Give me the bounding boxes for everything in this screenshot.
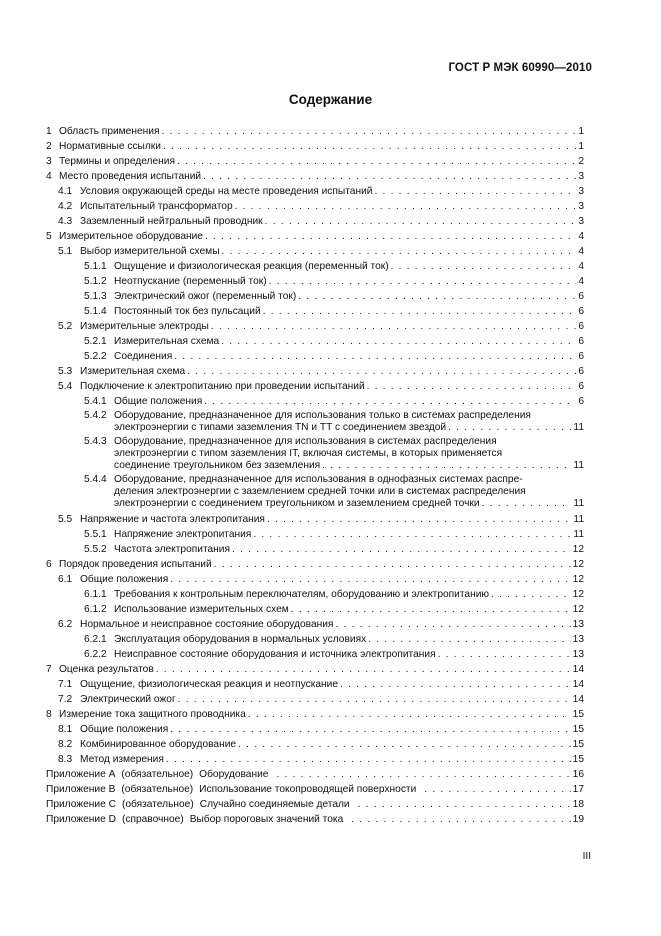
toc-entry-label xyxy=(46,662,154,677)
toc-entry-page: 11 xyxy=(573,514,584,525)
toc-entry[interactable] xyxy=(46,334,584,349)
toc-entry[interactable] xyxy=(46,244,584,259)
toc-entry-text: Напряжение и частота электропитания xyxy=(80,514,265,525)
toc-appendix-label xyxy=(46,812,349,827)
toc-entry-number: 5.1.2 xyxy=(84,276,107,287)
toc-entry-page: 1 xyxy=(578,141,584,152)
toc-appendix-entry[interactable] xyxy=(46,782,584,797)
toc-entry-text: Место проведения испытаний xyxy=(59,171,202,182)
toc-entry-label xyxy=(46,154,175,169)
toc-entry[interactable] xyxy=(46,542,584,557)
toc-entry-text: Использование измерительных схем xyxy=(114,604,289,615)
toc-entry-text: Ощущение и физиологическая реакция (переменный ток) xyxy=(114,261,389,272)
toc-entry-page: 14 xyxy=(572,664,584,675)
toc-entry-label xyxy=(84,647,436,662)
toc-leader-dots xyxy=(276,767,570,782)
toc-entry[interactable] xyxy=(46,379,584,394)
toc-entry-text: Нормативные ссылки xyxy=(59,141,161,152)
toc-entry-text: Область применения xyxy=(59,126,160,137)
toc-leader-dots xyxy=(156,662,571,677)
toc-entry-number: 7.2 xyxy=(58,694,73,705)
toc-entry-page: 15 xyxy=(572,754,584,765)
toc-leader-dots xyxy=(322,460,571,472)
appendix-kind: (обязательное) xyxy=(121,799,194,810)
toc-entry-text: Измерительная схема xyxy=(114,336,220,347)
toc-appendix-entry[interactable] xyxy=(46,812,584,827)
toc-entry-page: 6 xyxy=(578,336,584,347)
toc-entry-text: Напряжение электропитания xyxy=(114,529,252,540)
toc-entry-text-line: электроэнергии с типами заземления TN и TT с соединением звездой xyxy=(114,422,447,433)
toc-entry-text: Метод измерения xyxy=(80,754,164,765)
toc-entry-label xyxy=(84,274,267,289)
toc-entry-text: Термины и определения xyxy=(59,156,175,167)
toc-entry[interactable] xyxy=(46,289,584,304)
toc-entry[interactable] xyxy=(46,752,584,767)
appendix-kind: (обязательное) xyxy=(121,784,194,795)
toc-leader-dots xyxy=(187,364,576,379)
toc-entry-page: 14 xyxy=(572,679,584,690)
toc-entry-label xyxy=(58,752,164,767)
toc-entry-number: 4.2 xyxy=(58,201,73,212)
toc-entry[interactable] xyxy=(46,632,584,647)
appendix-kind: (справочное) xyxy=(121,814,184,825)
toc-entry-page: 15 xyxy=(572,709,584,720)
toc-entry-page: 4 xyxy=(578,246,584,257)
toc-entry-number: 8.2 xyxy=(58,739,73,750)
toc-entry-text: Оценка результатов xyxy=(59,664,154,675)
appendix-kind: (обязательное) xyxy=(121,769,194,780)
toc-entry[interactable] xyxy=(46,677,584,692)
toc-entry-page: 4 xyxy=(578,231,584,242)
toc-leader-dots xyxy=(448,422,571,434)
toc-entry-text: Условия окружающей среды на месте проведения испытаний xyxy=(80,186,373,197)
toc-entry-number: 4.1 xyxy=(58,186,73,197)
page-title: Содержание xyxy=(288,92,373,107)
toc-entry[interactable] xyxy=(46,154,584,169)
toc-entry[interactable] xyxy=(46,349,584,364)
table-of-contents xyxy=(46,124,584,827)
appendix-title: Оборудование xyxy=(199,769,269,780)
toc-entry-page: 3 xyxy=(578,201,584,212)
toc-entry[interactable] xyxy=(46,737,584,752)
toc-entry-label xyxy=(58,677,338,692)
toc-leader-dots xyxy=(482,498,572,510)
toc-entry-number: 6.2 xyxy=(58,619,73,630)
toc-entry-text-line: Оборудование, предназначенное для использования только в системах распределения xyxy=(114,410,531,421)
toc-entry-number: 2 xyxy=(46,141,52,152)
toc-leader-dots xyxy=(170,572,570,587)
toc-entry-number: 5.2 xyxy=(58,321,73,332)
toc-entry-label xyxy=(58,512,265,527)
toc-entry-text: Подключение к электропитанию при проведении испытаний xyxy=(80,381,365,392)
toc-entry[interactable] xyxy=(46,304,584,319)
toc-entry[interactable] xyxy=(46,169,584,184)
toc-entry-last-line xyxy=(114,460,584,472)
toc-entry[interactable] xyxy=(46,722,584,737)
toc-entry-text: Нормальное и неисправное состояние оборудования xyxy=(80,619,334,630)
toc-entry-number: 5.4.4 xyxy=(84,474,107,485)
toc-entry-page: 11 xyxy=(573,422,584,433)
toc-leader-dots xyxy=(174,349,576,364)
toc-entry-page: 6 xyxy=(578,396,584,407)
toc-entry-label xyxy=(58,617,333,632)
toc-entry-text-line: деления электроэнергии с заземлением средней точки или в системах распределения xyxy=(114,486,526,497)
toc-entry-page: 6 xyxy=(578,381,584,392)
toc-entry-page: 13 xyxy=(572,619,584,630)
toc-entry-text: Порядок проведения испытаний xyxy=(59,559,212,570)
toc-entry[interactable] xyxy=(46,199,584,214)
toc-appendix-entry[interactable] xyxy=(46,767,584,782)
toc-entry[interactable] xyxy=(46,124,584,139)
toc-entry-number: 6.1.1 xyxy=(84,589,107,600)
toc-entry-number: 6.1.2 xyxy=(84,604,107,615)
toc-entry-page: 12 xyxy=(572,544,584,555)
toc-entry-number: 5.5.2 xyxy=(84,544,107,555)
toc-entry[interactable] xyxy=(46,184,584,199)
toc-entry-number: 8.1 xyxy=(58,724,73,735)
toc-entry[interactable] xyxy=(46,139,584,154)
toc-leader-dots xyxy=(177,154,576,169)
toc-entry-text-line: электроэнергии с типом заземления IT, включая системы, в которых применяется xyxy=(114,448,503,459)
toc-entry-page: 2 xyxy=(578,156,584,167)
toc-entry-number: 5.1.3 xyxy=(84,291,107,302)
toc-entry-text-line: Оборудование, предназначенное для использования в системах распределения xyxy=(114,436,497,447)
toc-leader-dots xyxy=(238,737,571,752)
toc-entry-label xyxy=(84,259,389,274)
toc-entry-label xyxy=(84,602,289,617)
toc-leader-dots xyxy=(269,274,577,289)
toc-appendix-label xyxy=(46,782,422,797)
toc-entry-page: 18 xyxy=(572,799,584,810)
toc-entry[interactable] xyxy=(46,394,584,409)
toc-entry-number: 5.1 xyxy=(58,246,73,257)
toc-entry-label xyxy=(46,169,201,184)
toc-entry-page: 19 xyxy=(572,814,584,825)
toc-entry-text: Испытательный трансформатор xyxy=(80,201,233,212)
toc-leader-dots xyxy=(265,214,577,229)
toc-entry[interactable] xyxy=(46,319,584,334)
toc-entry-page: 11 xyxy=(573,498,584,509)
toc-entry-page: 12 xyxy=(572,559,584,570)
toc-entry-label xyxy=(58,244,220,259)
toc-entry[interactable] xyxy=(46,274,584,289)
toc-entry-page: 15 xyxy=(572,724,584,735)
toc-entry-text: Измерительное оборудование xyxy=(59,231,203,242)
toc-appendix-entry[interactable] xyxy=(46,797,584,812)
toc-entry-text: Комбинированное оборудование xyxy=(80,739,237,750)
toc-entry-number: 3 xyxy=(46,156,52,167)
toc-entry-number: 5.4 xyxy=(58,381,73,392)
toc-leader-dots xyxy=(211,319,577,334)
toc-entry-text: Выбор измерительной схемы xyxy=(80,246,220,257)
toc-entry-label xyxy=(46,557,212,572)
toc-leader-dots xyxy=(163,139,576,154)
toc-entry-number: 4.3 xyxy=(58,216,73,227)
toc-entry-last-line xyxy=(114,498,584,510)
toc-entry[interactable] xyxy=(46,692,584,707)
toc-entry-number: 5.4.3 xyxy=(84,436,107,447)
toc-entry-text: Общие положения xyxy=(114,396,203,407)
appendix-name: Приложение D xyxy=(46,814,116,825)
toc-entry-number: 8 xyxy=(46,709,52,720)
toc-entry-text: Электрический ожог xyxy=(80,694,176,705)
toc-entry-page: 11 xyxy=(573,529,584,540)
toc-entry[interactable] xyxy=(46,587,584,602)
toc-leader-dots xyxy=(340,677,571,692)
toc-entry-number: 5.3 xyxy=(58,366,73,377)
toc-leader-dots xyxy=(232,542,571,557)
toc-entry-label xyxy=(46,229,203,244)
toc-entry-page: 6 xyxy=(578,291,584,302)
toc-leader-dots xyxy=(358,797,571,812)
toc-entry-text: Неисправное состояние оборудования и источника электропитания xyxy=(114,649,436,660)
toc-entry-number: 5.2.1 xyxy=(84,336,107,347)
toc-entry[interactable] xyxy=(46,617,584,632)
toc-entry-label xyxy=(84,542,230,557)
toc-entry-number: 7.1 xyxy=(58,679,73,690)
toc-entry[interactable] xyxy=(84,436,584,472)
toc-entry-page: 3 xyxy=(578,186,584,197)
toc-leader-dots xyxy=(335,617,570,632)
toc-leader-dots xyxy=(351,812,570,827)
toc-entry-number: 5.5.1 xyxy=(84,529,107,540)
toc-entry-page: 4 xyxy=(578,276,584,287)
toc-entry-label xyxy=(58,319,209,334)
toc-leader-dots xyxy=(166,752,571,767)
toc-leader-dots xyxy=(235,199,577,214)
toc-entry-label xyxy=(58,214,263,229)
toc-entry-number: 6.1 xyxy=(58,574,73,585)
toc-entry-text: Заземленный нейтральный проводник xyxy=(80,216,263,227)
toc-entry[interactable] xyxy=(46,259,584,274)
appendix-name: Приложение C xyxy=(46,799,116,810)
toc-entry-text: Частота электропитания xyxy=(114,544,231,555)
appendix-title: Случайно соединяемые детали xyxy=(199,799,350,810)
toc-entry-label xyxy=(84,527,251,542)
toc-entry[interactable] xyxy=(84,474,584,510)
toc-entry-page: 14 xyxy=(572,694,584,705)
toc-entry-page: 13 xyxy=(572,634,584,645)
toc-entry-text: Общие положения xyxy=(80,724,169,735)
toc-entry-page: 15 xyxy=(572,739,584,750)
toc-entry-label xyxy=(58,737,236,752)
toc-entry-page: 13 xyxy=(572,649,584,660)
toc-entry[interactable] xyxy=(46,707,584,722)
toc-entry[interactable] xyxy=(46,364,584,379)
toc-leader-dots xyxy=(291,602,571,617)
toc-entry-label xyxy=(84,394,202,409)
toc-entry-label xyxy=(84,632,366,647)
toc-leader-dots xyxy=(214,557,571,572)
appendix-title: Использование токопроводящей поверхности xyxy=(199,784,417,795)
toc-entry-page: 1 xyxy=(578,126,584,137)
toc-leader-dots xyxy=(263,304,577,319)
toc-leader-dots xyxy=(204,394,576,409)
toc-entry-label xyxy=(58,184,372,199)
toc-leader-dots xyxy=(491,587,571,602)
toc-entry-label xyxy=(46,707,246,722)
toc-entry[interactable] xyxy=(46,647,584,662)
toc-entry-number: 8.3 xyxy=(58,754,73,765)
toc-entry-label xyxy=(84,304,261,319)
toc-entry-number: 5.1.1 xyxy=(84,261,107,272)
toc-entry-label xyxy=(58,722,168,737)
toc-entry-text-line: Оборудование, предназначенное для использования в однофазных системах распре- xyxy=(114,474,523,485)
toc-leader-dots xyxy=(298,289,576,304)
toc-entry-page: 6 xyxy=(578,366,584,377)
toc-entry-text: Постоянный ток без пульсаций xyxy=(114,306,261,317)
toc-entry-text: Эксплуатация оборудования в нормальных условиях xyxy=(114,634,367,645)
toc-entry[interactable] xyxy=(46,512,584,527)
toc-entry-label xyxy=(58,692,176,707)
toc-entry-text: Ощущение, физиологическая реакция и неотпускание xyxy=(80,679,339,690)
toc-appendix-label xyxy=(46,767,274,782)
toc-entry-page: 3 xyxy=(578,171,584,182)
toc-leader-dots xyxy=(438,647,571,662)
toc-entry-page: 12 xyxy=(572,574,584,585)
toc-leader-dots xyxy=(221,334,576,349)
appendix-title: Выбор пороговых значений тока xyxy=(189,814,344,825)
toc-entry-label xyxy=(58,364,185,379)
toc-entry-text: Неотпускание (переменный ток) xyxy=(114,276,267,287)
toc-entry-number: 5.4.2 xyxy=(84,410,107,421)
toc-entry-label xyxy=(46,124,159,139)
toc-entry-label xyxy=(84,349,172,364)
toc-entry-text: Измерительные электроды xyxy=(80,321,209,332)
toc-entry-page: 16 xyxy=(572,769,584,780)
toc-entry-number: 5 xyxy=(46,231,52,242)
toc-leader-dots xyxy=(222,244,577,259)
toc-entry-text: Измерительная схема xyxy=(80,366,186,377)
toc-leader-dots xyxy=(248,707,571,722)
toc-leader-dots xyxy=(161,124,576,139)
toc-entry-number: 6.2.1 xyxy=(84,634,107,645)
toc-entry-label xyxy=(58,379,365,394)
toc-entry-number: 6.2.2 xyxy=(84,649,107,660)
toc-leader-dots xyxy=(205,229,576,244)
toc-entry-label xyxy=(58,199,233,214)
toc-entry-page: 4 xyxy=(578,261,584,272)
toc-entry-number: 7 xyxy=(46,664,52,675)
toc-entry[interactable] xyxy=(84,410,584,434)
toc-appendix-label xyxy=(46,797,356,812)
toc-leader-dots xyxy=(267,512,571,527)
toc-entry-label xyxy=(84,289,296,304)
toc-leader-dots xyxy=(374,184,576,199)
toc-entry[interactable] xyxy=(46,572,584,587)
appendix-name: Приложение A xyxy=(46,769,116,780)
toc-entry-number: 4 xyxy=(46,171,52,182)
toc-entry-page: 6 xyxy=(578,321,584,332)
toc-entry-text-line: соединение треугольником без заземления xyxy=(114,460,321,471)
toc-entry-label xyxy=(84,587,489,602)
toc-leader-dots xyxy=(170,722,570,737)
toc-entry-text: Соединения xyxy=(114,351,173,362)
toc-leader-dots xyxy=(424,782,570,797)
toc-leader-dots xyxy=(368,632,570,647)
toc-entry-last-line xyxy=(114,422,584,434)
toc-leader-dots xyxy=(178,692,571,707)
toc-entry-text: Требования к контрольным переключателям, оборудованию и электропитанию xyxy=(114,589,490,600)
toc-entry-number: 5.5 xyxy=(58,514,73,525)
toc-leader-dots xyxy=(253,527,571,542)
page-number: III xyxy=(582,851,591,862)
toc-entry-label xyxy=(58,572,168,587)
toc-entry[interactable] xyxy=(46,527,584,542)
toc-entry[interactable] xyxy=(46,602,584,617)
toc-entry-page: 3 xyxy=(578,216,584,227)
toc-entry-label xyxy=(84,334,219,349)
toc-entry[interactable] xyxy=(46,214,584,229)
toc-entry-text: Измерение тока защитного проводника xyxy=(59,709,246,720)
document-header: ГОСТ Р МЭК 60990—2010 xyxy=(448,62,592,74)
toc-leader-dots xyxy=(391,259,577,274)
toc-entry-number: 5.4.1 xyxy=(84,396,107,407)
toc-entry-label xyxy=(46,139,161,154)
toc-entry-text: Электрический ожог (переменный ток) xyxy=(114,291,297,302)
toc-entry-page: 12 xyxy=(572,589,584,600)
toc-leader-dots xyxy=(367,379,577,394)
toc-entry-number: 5.2.2 xyxy=(84,351,107,362)
toc-entry-number: 1 xyxy=(46,126,52,137)
toc-entry[interactable] xyxy=(46,557,584,572)
toc-entry-page: 6 xyxy=(578,306,584,317)
toc-leader-dots xyxy=(203,169,576,184)
toc-entry-page: 12 xyxy=(572,604,584,615)
appendix-name: Приложение B xyxy=(46,784,116,795)
toc-entry-text-line: электроэнергии с соединением треугольником и заземлением средней точки xyxy=(114,498,480,509)
toc-entry[interactable] xyxy=(46,662,584,677)
toc-entry-text: Общие положения xyxy=(80,574,169,585)
toc-entry[interactable] xyxy=(46,229,584,244)
toc-entry-number: 5.1.4 xyxy=(84,306,107,317)
toc-entry-page: 6 xyxy=(578,351,584,362)
toc-entry-page: 17 xyxy=(572,784,584,795)
toc-entry-number: 6 xyxy=(46,559,52,570)
toc-entry-page: 11 xyxy=(573,460,584,471)
